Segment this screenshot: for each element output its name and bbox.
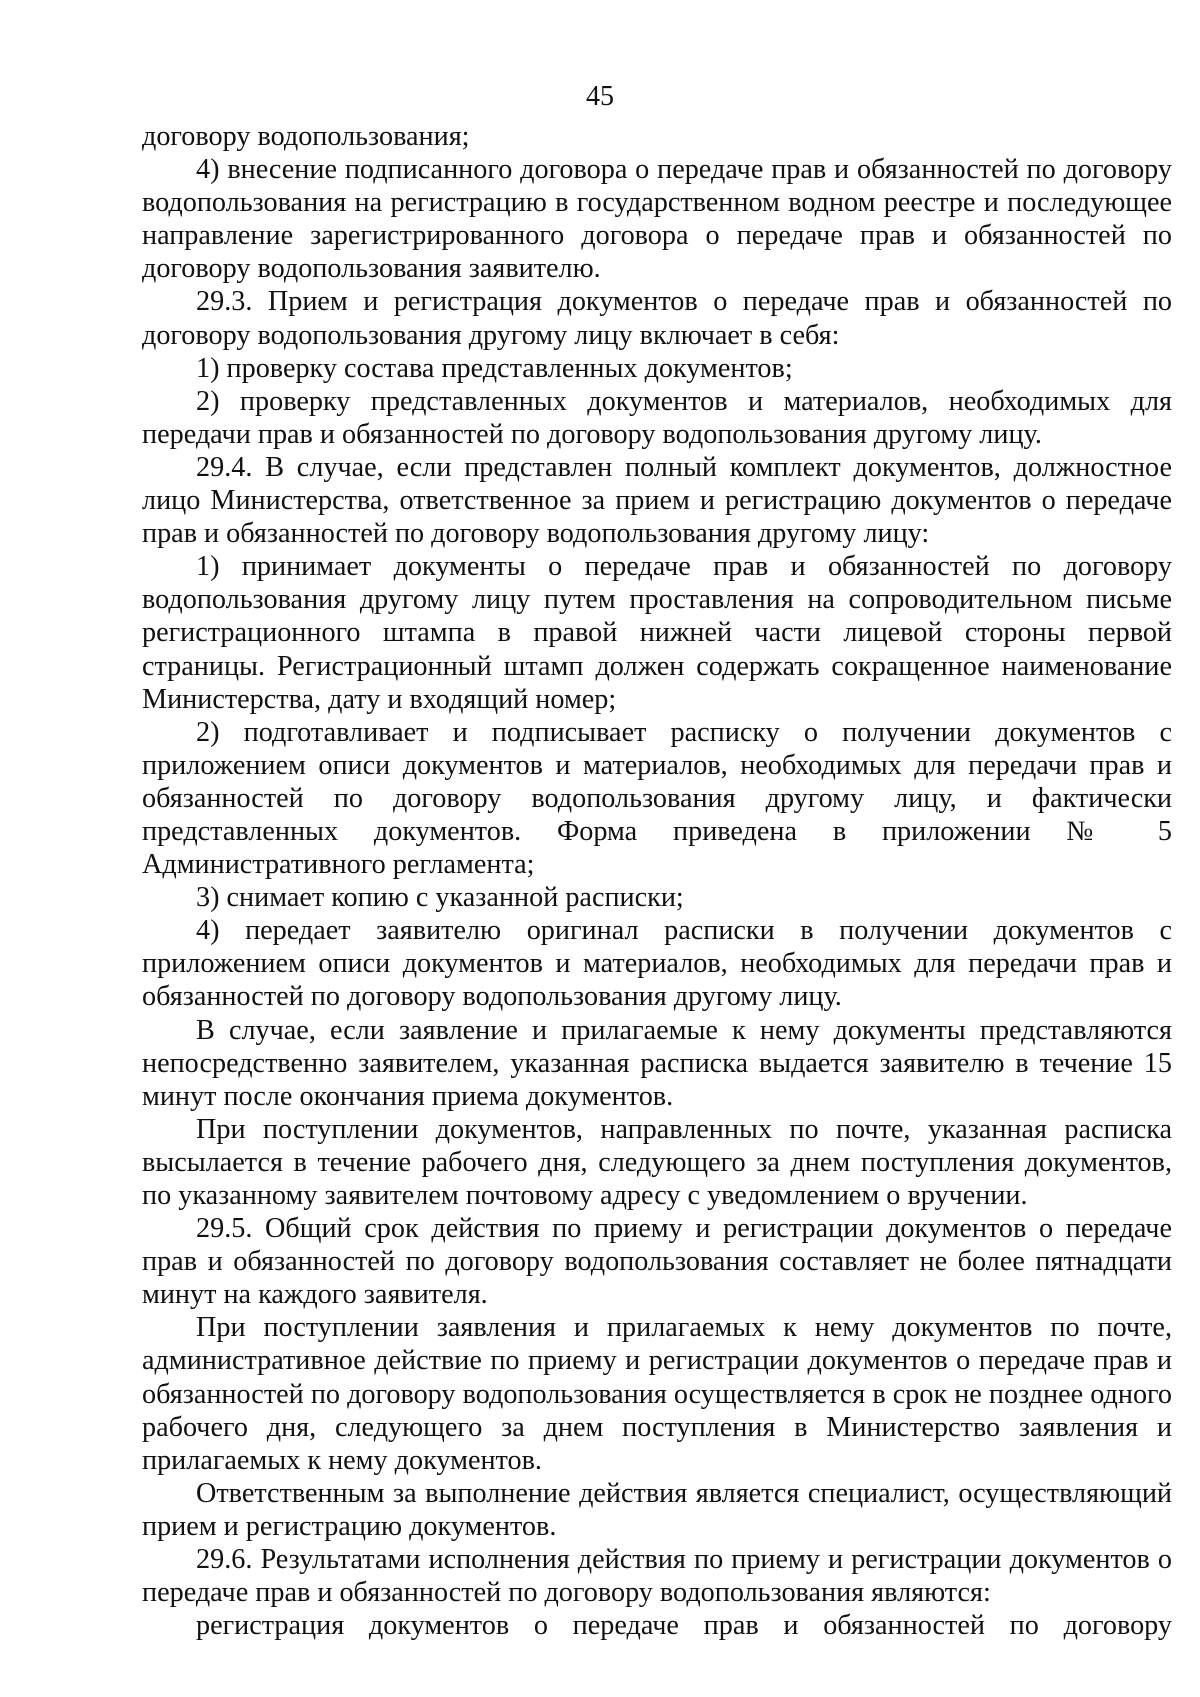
- paragraph-postal-processing: При поступлении заявления и прилагаемых к нему документов по почте, административное действие по приему и регистрации документов о передаче прав и обязанностей по договору водопользования осуществляется в срок не позднее одного рабочего дня, следующего за днем поступления в Министерство заявления и прилагаемых к нему документов.: [142, 1312, 1172, 1476]
- document-body: [142, 120, 1172, 1642]
- paragraph-29-3: 29.3. Прием и регистрация документов о передаче прав и обязанностей по договору водопользования другому лицу включает в себя:: [142, 286, 1172, 351]
- paragraph-29-3-item-2: 2) проверку представленных документов и материалов, необходимых для передачи прав и обязанностей по договору водопользования другому лицу.: [142, 385, 1172, 450]
- paragraph-in-person-receipt: В случае, если заявление и прилагаемые к нему документы представляются непосредственно заявителем, указанная расписка выдается заявителю в течение 15 минут после окончания приема документов.: [142, 1014, 1172, 1112]
- paragraph-29-3-item-1: 1) проверку состава представленных документов;: [196, 352, 793, 384]
- paragraph-29-4-item-3: 3) снимает копию с указанной расписки;: [196, 882, 684, 914]
- paragraph-29-4-item-2: 2) подготавливает и подписывает расписку о получении документов с приложением описи документов и материалов, необходимых для передачи прав и обязанностей по договору водопользования другому лицу, и фактически представленных документов. Форма приведена в приложении № 5 Административного регламента;: [142, 716, 1172, 881]
- paragraph-continuation: договору водопользования;: [142, 121, 470, 152]
- paragraph-29-5: 29.5. Общий срок действия по приему и регистрации документов о передаче прав и обязанностей по договору водопользования составляет не более пятнадцати минут на каждого заявителя.: [142, 1213, 1172, 1311]
- paragraph-29-4-item-4: 4) передает заявителю оригинал расписки в получении документов с приложением описи документов и материалов, необходимых для передачи прав и обязанностей по договору водопользования другому лицу.: [142, 915, 1172, 1013]
- paragraph-29-4: 29.4. В случае, если представлен полный комплект документов, должностное лицо Министерства, ответственное за прием и регистрацию документов о передаче прав и обязанностей по договору водопользования другому лицу:: [142, 451, 1172, 550]
- paragraph-29-6: 29.6. Результатами исполнения действия по приему и регистрации документов о передаче прав и обязанностей по договору водопользования являются:: [142, 1544, 1172, 1609]
- paragraph-item-4: 4) внесение подписанного договора о передаче прав и обязанностей по договору водопользования на регистрацию в государственном водном реестре и последующее направление зарегистрированного договора о передаче прав и обязанностей по договору водопользования заявителю.: [142, 154, 1172, 285]
- paragraph-29-4-item-1: 1) принимает документы о передаче прав и обязанностей по договору водопользования другому лицу путем проставления на сопроводительном письме регистрационного штампа в правой нижней части лицевой стороны первой страницы. Регистрационный штамп должен содержать сокращенное наименование Министерства, дату и входящий номер;: [142, 551, 1172, 715]
- page-number: 45: [586, 81, 614, 112]
- paragraph-result-continues: регистрация документов о передаче прав и обязанностей по договору: [196, 1610, 1172, 1642]
- paragraph-postal-receipt: При поступлении документов, направленных по почте, указанная расписка высылается в течение рабочего дня, следующего за днем поступления документов, по указанному заявителем почтовому адресу с уведомлением о вручении.: [142, 1113, 1172, 1211]
- paragraph-responsible-person: Ответственным за выполнение действия является специалист, осуществляющий прием и регистрацию документов.: [142, 1477, 1172, 1542]
